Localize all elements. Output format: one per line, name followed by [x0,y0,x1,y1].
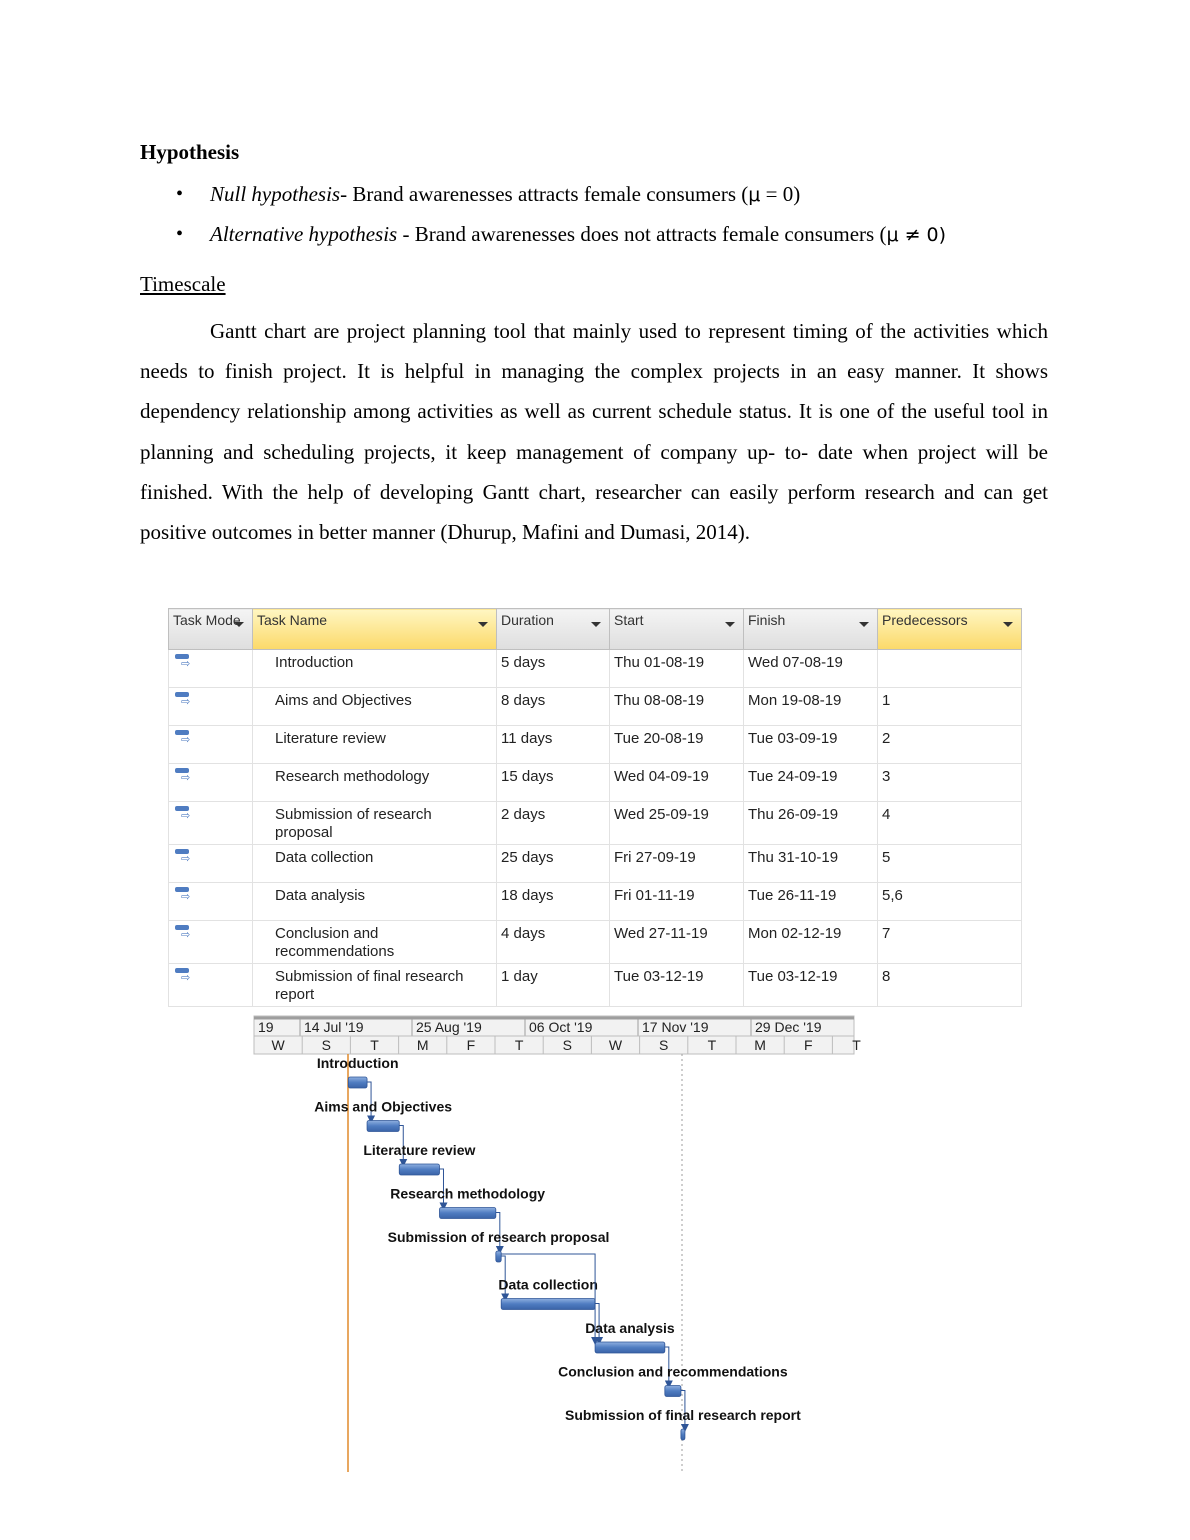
finish-cell[interactable]: Tue 03-12-19 [744,964,878,1007]
timescale-minor-label: T [707,1037,717,1053]
duration-cell[interactable]: 11 days [497,726,610,764]
task-bar [665,1386,681,1397]
finish-cell[interactable]: Mon 02-12-19 [744,921,878,964]
auto-schedule-icon: ⇨ [175,730,195,746]
table-row[interactable] [169,726,1022,764]
task-bar [367,1121,399,1132]
dropdown-caret-icon[interactable] [234,622,244,627]
task-name-cell[interactable]: Submission of final research report [253,964,497,1007]
timescale-minor-label: T [514,1037,524,1053]
task-name-cell[interactable]: Data collection [253,845,497,883]
task-bar [681,1429,685,1440]
auto-schedule-icon: ⇨ [175,849,195,865]
timescale-minor-label: T [852,1037,861,1053]
auto-schedule-icon: ⇨ [175,654,195,670]
timescale-major-label: 17 Nov '19 [642,1019,709,1035]
column-header-task-name[interactable]: Task Name [253,609,497,650]
table-row[interactable] [169,845,1022,883]
task-label: Submission of final research report [565,1407,801,1423]
task-label: Submission of research proposal [387,1229,610,1245]
column-header-duration[interactable]: Duration [497,609,610,650]
predecessors-cell[interactable]: 4 [878,802,1022,845]
auto-schedule-icon: ⇨ [175,692,195,708]
duration-cell[interactable]: 18 days [497,883,610,921]
dropdown-caret-icon[interactable] [1003,622,1013,627]
alternative-hypothesis-symbol: μ ≠ 0) [886,224,947,246]
timescale-major-label: 29 Dec '19 [755,1019,822,1035]
task-bar [399,1164,439,1175]
timescale-minor-label: M [754,1037,766,1053]
dropdown-caret-icon[interactable] [725,622,735,627]
predecessors-cell[interactable] [878,650,1022,688]
null-hypothesis-symbol: μ [748,184,761,206]
hypothesis-list [170,180,946,260]
timescale-minor-label: S [562,1037,572,1053]
list-item [170,180,946,220]
auto-schedule-icon: ⇨ [175,768,195,784]
start-cell[interactable]: Thu 01-08-19 [610,650,744,688]
table-row[interactable] [169,650,1022,688]
null-hypothesis-label: Null hypothesis [210,182,341,206]
task-name-cell[interactable]: Introduction [253,650,497,688]
task-name-cell[interactable]: Aims and Objectives [253,688,497,726]
auto-schedule-icon: ⇨ [175,806,195,822]
timescale-heading: Timescale [140,272,226,296]
task-bar [501,1299,595,1310]
duration-cell[interactable]: 15 days [497,764,610,802]
finish-cell[interactable]: Tue 03-09-19 [744,726,878,764]
start-cell[interactable]: Fri 27-09-19 [610,845,744,883]
task-label: Research methodology [390,1185,546,1202]
start-cell[interactable]: Thu 08-08-19 [610,688,744,726]
column-header-finish[interactable]: Finish [744,609,878,650]
column-header-predecessors[interactable]: Predecessors [878,609,1022,650]
duration-cell[interactable]: 1 day [497,964,610,1007]
duration-cell[interactable]: 2 days [497,802,610,845]
table-row[interactable] [169,883,1022,921]
task-label: Literature review [363,1142,476,1158]
timescale-minor-label: S [659,1037,669,1053]
finish-cell[interactable]: Thu 26-09-19 [744,802,878,845]
hypothesis-heading: Hypothesis [140,140,240,164]
start-cell[interactable]: Fri 01-11-19 [610,883,744,921]
auto-schedule-icon: ⇨ [175,887,195,903]
timescale-major-label: 06 Oct '19 [529,1019,593,1035]
alternative-hypothesis-text: - Brand awarenesses does not attracts female consumers ( [397,222,887,246]
task-name-cell[interactable]: Research methodology [253,764,497,802]
task-name-cell[interactable]: Literature review [253,726,497,764]
task-label: Data analysis [585,1320,675,1336]
table-row[interactable] [169,688,1022,726]
start-cell[interactable]: Wed 04-09-19 [610,764,744,802]
list-item [170,220,946,260]
gantt-svg [254,1016,861,1476]
bullet-icon: • [176,223,184,245]
table-row[interactable] [169,921,1022,964]
column-header-start[interactable]: Start [610,609,744,650]
task-bar [496,1251,501,1262]
table-row[interactable] [169,802,1022,845]
timescale-major-label: 25 Aug '19 [416,1019,482,1035]
predecessors-cell[interactable]: 3 [878,764,1022,802]
finish-cell[interactable]: Tue 24-09-19 [744,764,878,802]
task-table [168,608,1021,1007]
gantt-chart [254,1016,861,1476]
alternative-hypothesis-label: Alternative hypothesis [210,222,398,246]
task-label: Conclusion and recommendations [558,1363,788,1380]
dropdown-caret-icon[interactable] [591,622,601,627]
table-row[interactable] [169,964,1022,1007]
start-cell[interactable]: Wed 27-11-19 [610,921,744,964]
finish-cell[interactable]: Thu 31-10-19 [744,845,878,883]
dropdown-caret-icon[interactable] [859,622,869,627]
auto-schedule-icon: ⇨ [175,968,195,984]
timescale-major-label: 19 [258,1019,274,1035]
predecessors-cell[interactable]: 8 [878,964,1022,1007]
column-header-task-mode[interactable]: Task Mode [169,609,253,650]
timescale-major-label: 14 Jul '19 [304,1019,364,1035]
duration-cell[interactable]: 5 days [497,650,610,688]
bullet-icon: • [176,183,184,205]
task-label: Data collection [498,1276,598,1293]
task-bar [348,1077,367,1088]
task-name-cell[interactable]: Submission of research proposal [253,802,497,845]
timescale-paragraph: Gantt chart are project planning tool that mainly used to represent timing of the activities which needs to finish project. It is helpful in managing the complex projects in an easy manner. It shows dependency relationship among activities as well as current schedule status. It is one of the useful tool in planning and scheduling projects, it keep management of company up- to- date when project will be finished. With the help of developing Gantt chart, researcher can easily perform research and can get positive outcomes in better manner (Dhurup, Mafini and Dumasi, 2014). [140,319,1048,545]
predecessors-cell[interactable]: 1 [878,688,1022,726]
task-name-cell[interactable]: Conclusion and recommendations [253,921,497,964]
predecessors-cell[interactable]: 5 [878,845,1022,883]
predecessors-cell[interactable]: 5,6 [878,883,1022,921]
timescale-minor-label: T [370,1037,379,1053]
timescale-minor-label: F [466,1037,476,1053]
null-hypothesis-end: = 0) [760,182,801,206]
timescale-minor-label: S [321,1037,331,1053]
predecessors-cell[interactable]: 2 [878,726,1022,764]
duration-cell[interactable]: 8 days [497,688,610,726]
table-row[interactable] [169,764,1022,802]
timescale-minor-label: W [608,1037,623,1053]
dependency-arrow [501,1254,595,1341]
predecessors-cell[interactable]: 7 [878,921,1022,964]
auto-schedule-icon: ⇨ [175,925,195,941]
duration-cell[interactable]: 4 days [497,921,610,964]
task-bar [439,1208,495,1219]
timescale-minor-label: W [271,1037,285,1053]
timescale-minor-label: F [804,1037,813,1053]
finish-cell[interactable]: Mon 19-08-19 [744,688,878,726]
duration-cell[interactable]: 25 days [497,845,610,883]
start-cell[interactable]: Tue 03-12-19 [610,964,744,1007]
start-cell[interactable]: Wed 25-09-19 [610,802,744,845]
start-cell[interactable]: Tue 20-08-19 [610,726,744,764]
null-hypothesis-text: - Brand awarenesses attracts female consumers ( [340,182,749,206]
finish-cell[interactable]: Wed 07-08-19 [744,650,878,688]
timescale-minor-label: M [416,1037,429,1053]
task-bar [595,1342,665,1353]
task-label: Aims and Objectives [314,1098,453,1115]
dropdown-caret-icon[interactable] [478,622,488,627]
task-name-cell[interactable]: Data analysis [253,883,497,921]
finish-cell[interactable]: Tue 26-11-19 [744,883,878,921]
task-label: Introduction [316,1055,399,1071]
